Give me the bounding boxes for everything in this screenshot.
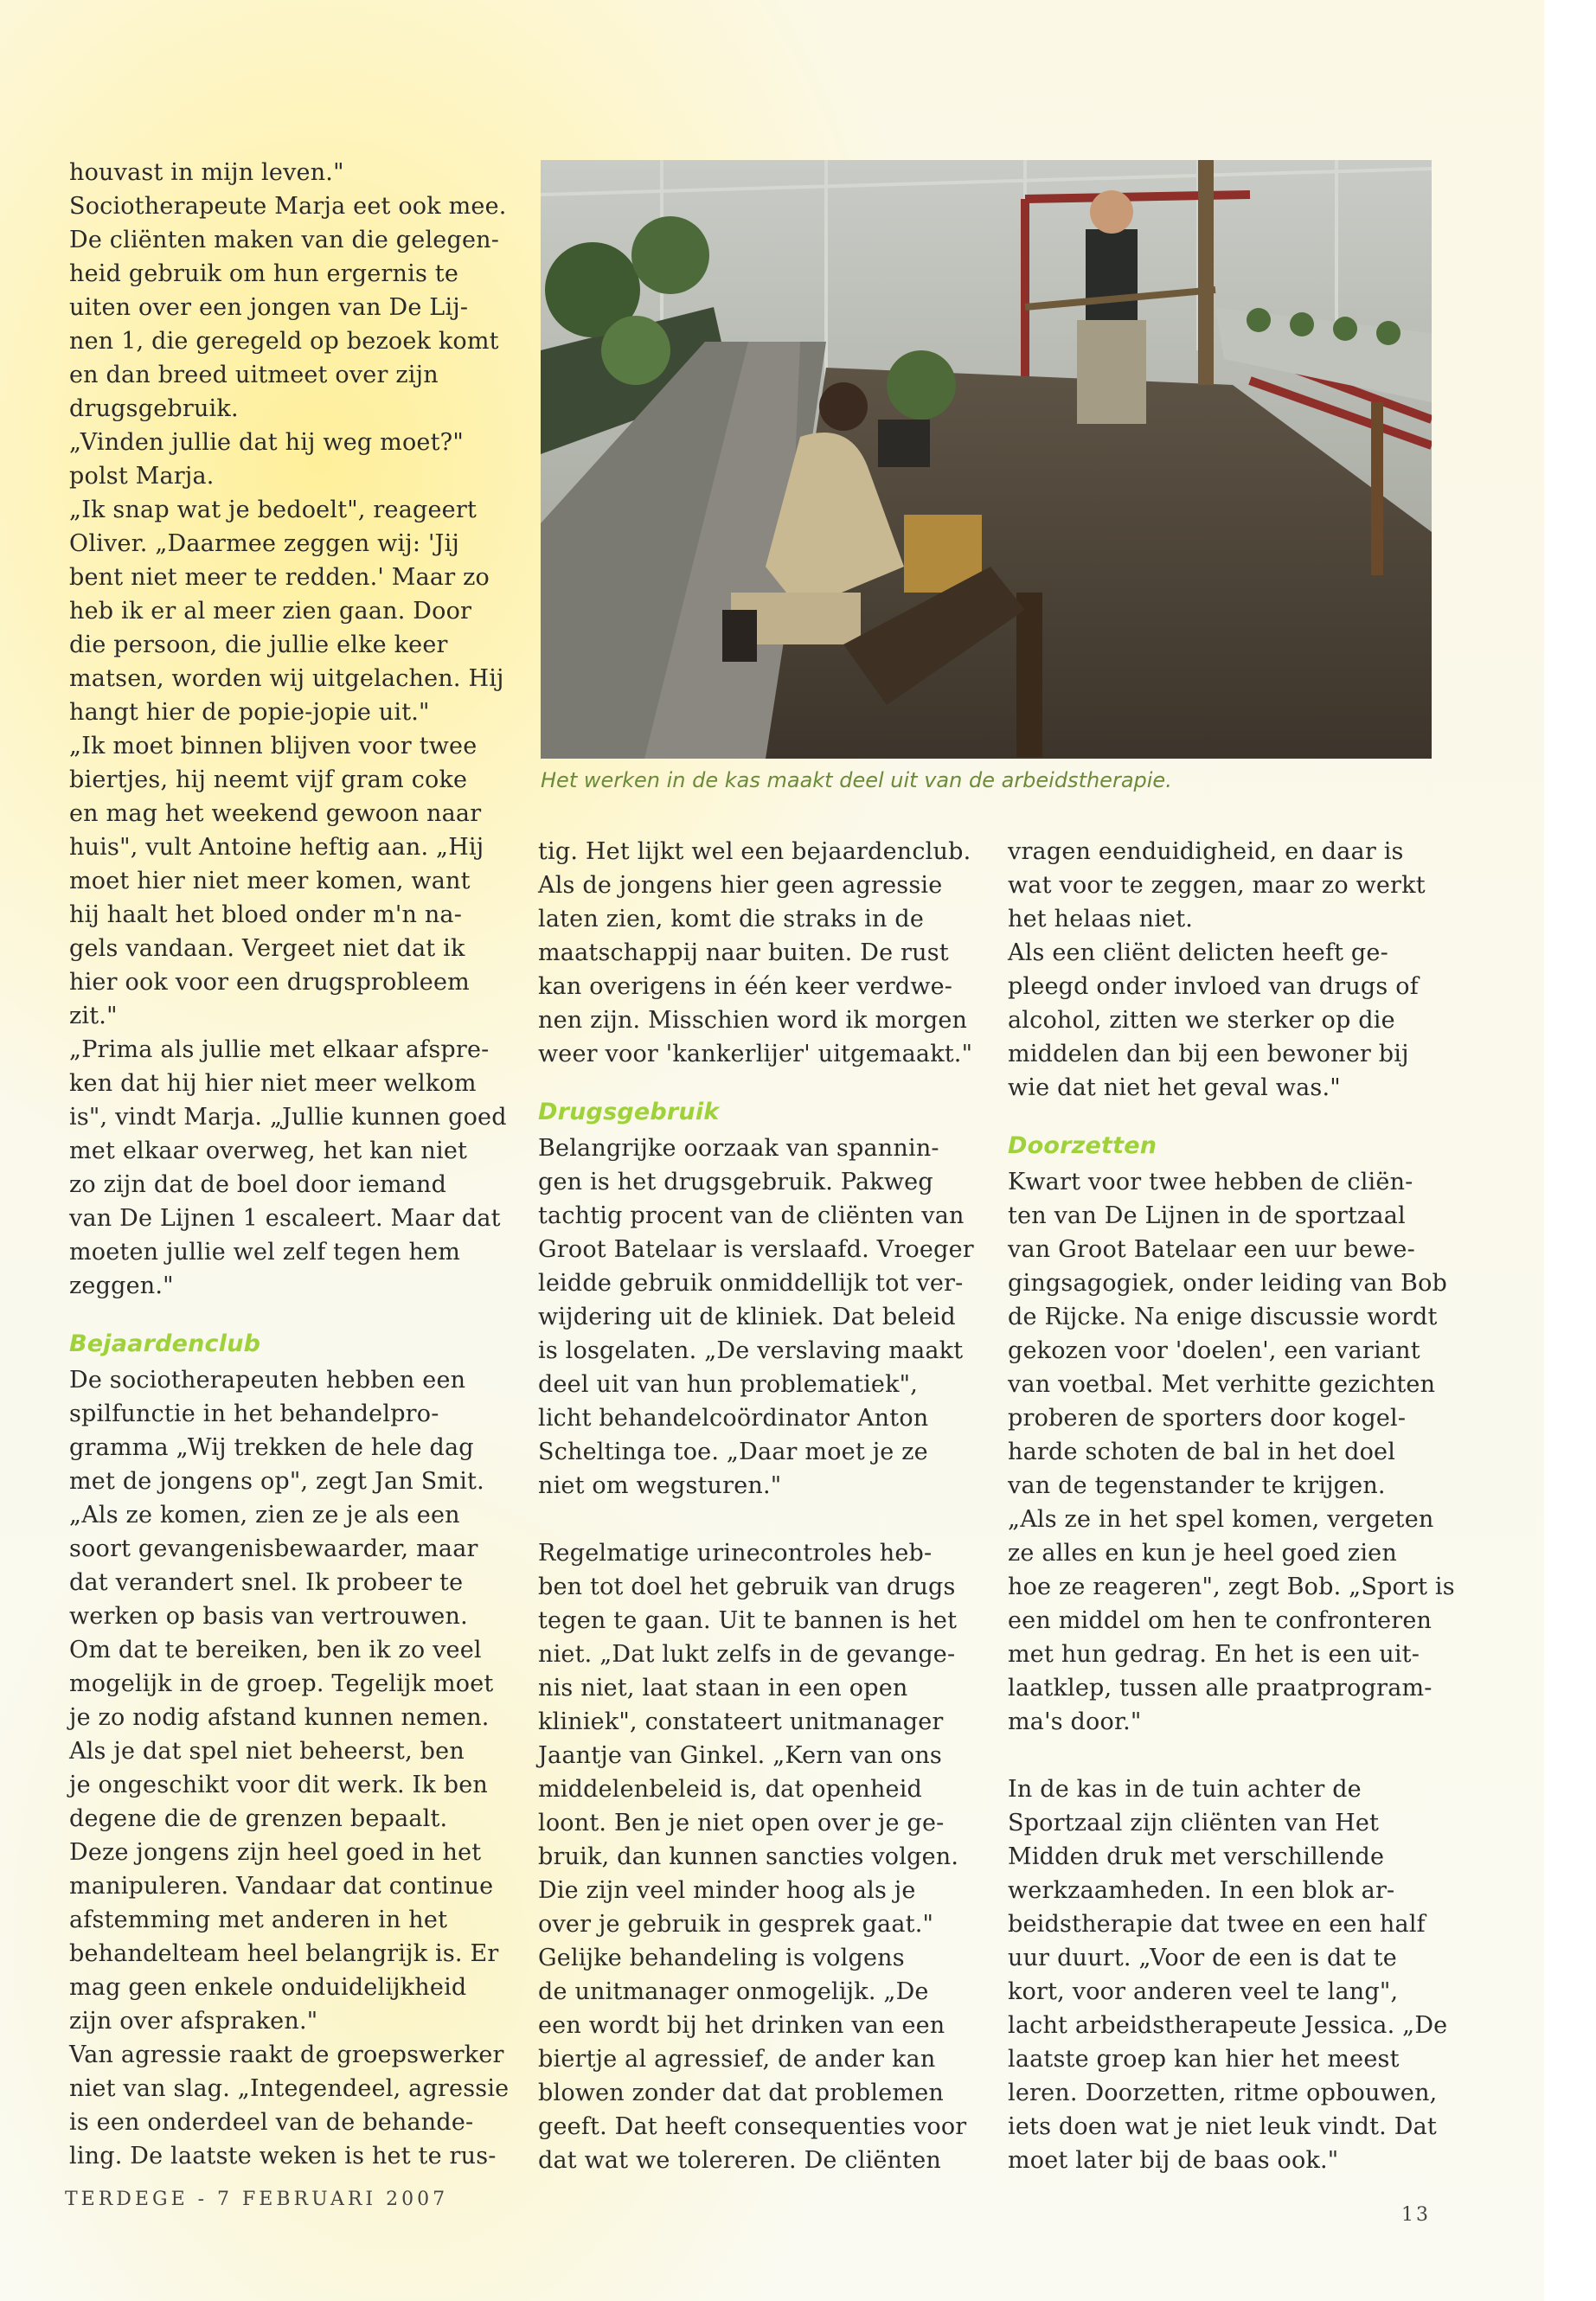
heading-bejaardenclub: Bejaardenclub — [69, 1330, 261, 1357]
greenhouse-illustration — [541, 160, 1432, 759]
page-number: 13 — [1401, 2204, 1431, 2226]
footer-publication: TERDEGE - 7 FEBRUARI 2007 — [65, 2189, 449, 2210]
column-2-paragraph-3: Regelmatige urinecontroles heb- ben tot doel het gebruik van drugs tegen te gaan. Uit te bannen is het niet. „Dat lukt zelfs in de gevange- nis niet, laat staan in een open kliniek", constateert unitmanager Jaantje van Ginkel. „Kern van ons middelenbeleid is, dat openheid loont. Ben je niet open over je ge- bruik, dan kunnen sancties volgen. Die zijn veel minder hoog als je over je gebruik in gesprek gaat." Gelijke behandeling is volgens de unitmanager onmogelijk. „De een wordt bij het drinken van een biertje al agressief, de ander kan blowen zonder dat dat problemen geeft. Dat heeft consequenties voor dat wat we tolereren. De cliënten — [538, 1540, 967, 2174]
column-2-paragraph-1: tig. Het lijkt wel een bejaardenclub. Als de jongens hier geen agressie laten zien, komt die straks in de maatschappij naar buiten. De rust kan overigens in één keer verdwe- nen zijn. Misschien word ik morgen weer voor 'kankerlijer' uitgemaakt." — [538, 838, 973, 1067]
column-3 — [1008, 835, 1458, 2177]
column-2-paragraph-2: Belangrijke oorzaak van spannin- gen is het drugsgebruik. Pakweg tachtig procent van de cliënten van Groot Batelaar is verslaafd. Vroeger leidde gebruik onmiddellijk tot ver- wijdering uit de kliniek. Dat beleid is losgelaten. „De verslaving maakt deel uit van hun problematiek", licht behandelcoördinator Anton Scheltinga toe. „Daar moet je ze niet om wegsturen." — [538, 1135, 974, 1499]
page-edge — [1544, 0, 1596, 2301]
greenhouse-photo — [541, 160, 1432, 759]
column-3-paragraph-2: Kwart voor twee hebben de cliën- ten van De Lijnen in de sportzaal van Groot Batelaar een uur bewe- gingsagogiek, onder leiding van Bob de Rijcke. Na enige discussie wordt gekozen voor 'doelen', een variant van voetbal. Met verhitte gezichten proberen de sporters door kogel- harde schoten de bal in het doel van de tegenstander te krijgen. „Als ze in het spel komen, vergeten ze alles en kun je heel goed zien hoe ze reageren", zegt Bob. „Sport is een middel om hen te confronteren met hun gedrag. En het is een uit- laatklep, tussen alle praatprogram- ma's door." — [1008, 1169, 1455, 1735]
heading-doorzetten: Doorzetten — [1008, 1132, 1157, 1159]
paragraph-gap — [538, 1503, 988, 1536]
column-2 — [538, 835, 988, 2177]
paragraph-gap — [1008, 1739, 1458, 1772]
column-3-paragraph-1: vragen eenduidigheid, en daar is wat voor te zeggen, maar zo werkt het helaas niet. Als een cliënt delicten heeft ge- pleegd onder invloed van drugs of alcohol, zitten we sterker op die middelen dan bij een bewoner bij wie dat niet het geval was." — [1008, 838, 1426, 1101]
heading-drugsgebruik: Drugsgebruik — [538, 1099, 720, 1125]
column-1 — [69, 156, 519, 2173]
column-1-paragraph-1: houvast in mijn leven." Sociotherapeute Marja eet ook mee. De cliënten maken van die gelegen- heid gebruik om hun ergernis te uiten over een jongen van De Lij- nen 1, die geregeld op bezoek komt en dan breed uitmeet over zijn drugsgebruik. „Vinden jullie dat hij weg moet?" polst Marja. „Ik snap wat je bedoelt", reageert Oliver. „Daarmee zeggen wij: 'Jij bent niet meer te redden.' Maar zo heb ik er al meer zien gaan. Door die persoon, die jullie elke keer matsen, worden wij uitgelachen. Hij hangt hier de popie-jopie uit." „Ik moet binnen blijven voor twee biertjes, hij neemt vijf gram coke en mag het weekend gewoon naar huis", vult Antoine heftig aan. „Hij moet hier niet meer komen, want hij haalt het bloed onder m'n na- gels vandaan. Vergeet niet dat ik hier ook voor een drugsprobleem zit." „Prima als jullie met elkaar afspre- ken dat hij hier niet meer welkom is", vindt Marja. „Jullie kunnen goed met elkaar overweg, het kan niet zo zijn dat de boel door iemand van De Lijnen 1 escaleert. Maar dat moeten jullie wel zelf tegen hem zeggen." — [69, 159, 507, 1299]
column-1-paragraph-2: De sociotherapeuten hebben een spilfunctie in het behandelpro- gramma „Wij trekken de hele dag met de jongens op", zegt Jan Smit. „Als ze komen, zien ze je als een soort gevangenisbewaarder, maar dat verandert snel. Ik probeer te werken op basis van vertrouwen. Om dat te bereiken, ben ik zo veel mogelijk in de groep. Tegelijk moet je zo nodig afstand kunnen nemen. Als je dat spel niet beheerst, ben je ongeschikt voor dit werk. Ik ben degene die de grenzen bepaalt. Deze jongens zijn heel goed in het manipuleren. Vandaar dat continue afstemming met anderen in het behandelteam heel belangrijk is. Er mag geen enkele onduidelijkheid zijn over afspraken." Van agressie raakt de groepswerker niet van slag. „Integendeel, agressie is een onderdeel van de behande- ling. De laatste weken is het te rus- — [69, 1367, 510, 2170]
photo-caption: Het werken in de kas maakt deel uit van de arbeidstherapie. — [541, 768, 1172, 792]
column-3-paragraph-3: In de kas in de tuin achter de Sportzaal zijn cliënten van Het Midden druk met verschillende werkzaamheden. In een blok ar- beidstherapie dat twee en een half uur duurt. „Voor de een is dat te kort, voor anderen veel te lang", lacht arbeidstherapeute Jessica. „De laatste groep kan hier het meest leren. Doorzetten, ritme opbouwen, iets doen wat je niet leuk vindt. Dat moet later bij de baas ook." — [1008, 1776, 1448, 2174]
